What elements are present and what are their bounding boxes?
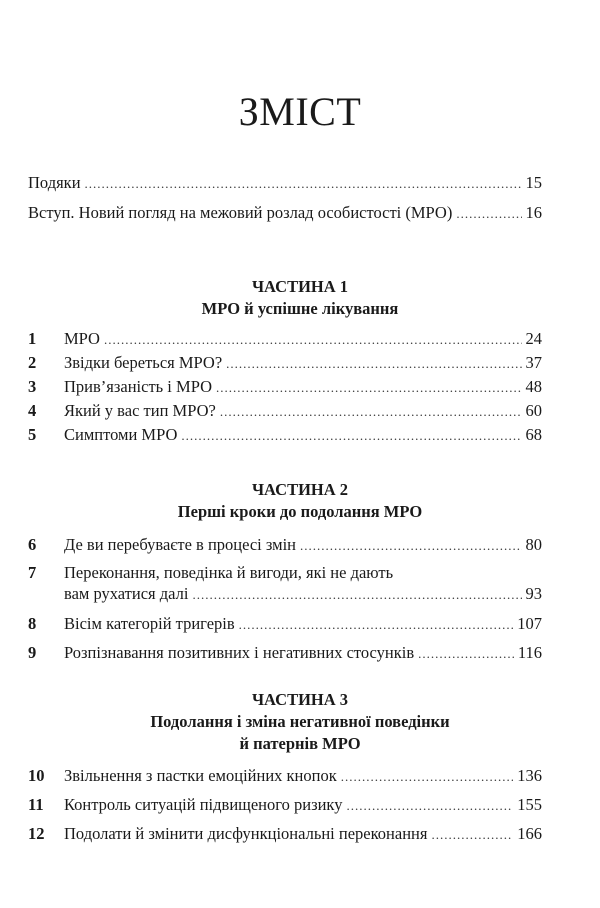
chapter-title: Який у вас тип МРО?: [64, 401, 216, 420]
toc-chapter-1[interactable]: [28, 329, 542, 350]
chapter-number: 10: [28, 766, 45, 785]
part-2-subtitle: Перші кроки до подолання МРО: [177, 502, 423, 521]
toc-entry-page: 15: [525, 173, 542, 192]
chapter-title: Переконання, поведінка й вигоди, які не дають: [64, 563, 394, 582]
toc-entry-page: 16: [525, 203, 542, 222]
toc-chapter-7[interactable]: [28, 563, 542, 583]
chapter-page: 166: [517, 824, 542, 843]
chapter-number: 7: [28, 563, 37, 582]
toc-entry-acknowledgements[interactable]: [28, 173, 542, 194]
toc-chapter-8[interactable]: [28, 614, 542, 635]
chapter-page: 136: [517, 766, 542, 785]
chapter-title: Симптоми МРО: [64, 425, 178, 444]
toc-chapter-3[interactable]: [28, 377, 542, 398]
toc-chapter-10[interactable]: [28, 766, 542, 787]
chapter-number: 6: [28, 535, 37, 554]
dot-leader: [85, 174, 522, 194]
dot-leader: [104, 330, 522, 350]
dot-leader: [341, 767, 514, 787]
chapter-title: Звільнення з пастки емоційних кнопок: [64, 766, 337, 785]
chapter-number: 1: [28, 329, 37, 348]
chapter-title: Звідки береться МРО?: [64, 353, 223, 372]
chapter-title: Контроль ситуацій підвищеного ризику: [64, 795, 343, 814]
chapter-page: 37: [525, 353, 542, 372]
chapter-page: 107: [517, 614, 542, 633]
chapter-number: 2: [28, 353, 37, 372]
chapter-page: 60: [525, 401, 542, 420]
chapter-number: 12: [28, 824, 45, 843]
toc-chapter-9[interactable]: [28, 643, 542, 664]
chapter-title: Прив’язаність і МРО: [64, 377, 212, 396]
chapter-title: Де ви перебуваєте в процесі змін: [64, 535, 297, 554]
chapter-page: 116: [517, 643, 542, 662]
dot-leader: [300, 536, 521, 556]
chapter-title: Розпізнавання позитивних і негативних стосунків: [64, 643, 415, 662]
part-2-label: ЧАСТИНА 2: [251, 480, 349, 499]
dot-leader: [418, 644, 514, 664]
chapter-page: 68: [525, 425, 542, 444]
dot-leader: [431, 825, 513, 845]
chapter-number: 9: [28, 643, 37, 662]
toc-entry-introduction[interactable]: [28, 203, 542, 224]
part-3-subtitle-line2: й патернів МРО: [239, 734, 361, 753]
chapter-number: 3: [28, 377, 37, 396]
chapter-title: МРО: [64, 329, 100, 348]
toc-chapter-6[interactable]: [28, 535, 542, 556]
chapter-number: 11: [28, 795, 44, 814]
part-1-label: ЧАСТИНА 1: [251, 277, 349, 296]
chapter-number: 8: [28, 614, 37, 633]
chapter-page: 93: [525, 584, 542, 603]
toc-chapter-4[interactable]: [28, 401, 542, 422]
part-3-subtitle-line1: Подолання і зміна негативної поведінки: [150, 712, 450, 731]
dot-leader: [220, 402, 522, 422]
dot-leader: [239, 615, 514, 635]
dot-leader: [456, 204, 521, 224]
dot-leader: [216, 378, 522, 398]
dot-leader: [181, 426, 521, 446]
chapter-number: 4: [28, 401, 37, 420]
chapter-page: 80: [525, 535, 542, 554]
toc-chapter-11[interactable]: [28, 795, 542, 816]
toc-entry-title: Подяки: [28, 173, 81, 192]
dot-leader: [226, 354, 521, 374]
chapter-page: 155: [517, 795, 542, 814]
toc-chapter-7-continued[interactable]: [64, 584, 542, 605]
toc-chapter-12[interactable]: [28, 824, 542, 845]
chapter-title-continued: вам рухатися далі: [64, 584, 189, 603]
part-3-label: ЧАСТИНА 3: [251, 690, 349, 709]
dot-leader: [346, 796, 513, 816]
chapter-number: 5: [28, 425, 37, 444]
toc-chapter-5[interactable]: [28, 425, 542, 446]
toc-chapter-2[interactable]: [28, 353, 542, 374]
page-title: ЗМІСТ: [238, 89, 362, 134]
toc-entry-title: Вступ. Новий погляд на межовий розлад особистості (МРО): [28, 203, 453, 222]
chapter-page: 24: [525, 329, 542, 348]
dot-leader: [192, 585, 521, 605]
part-1-subtitle: МРО й успішне лікування: [201, 299, 399, 318]
chapter-page: 48: [525, 377, 542, 396]
chapter-title: Подолати й змінити дисфункціональні переконання: [64, 824, 428, 843]
chapter-title: Вісім категорій тригерів: [64, 614, 235, 633]
